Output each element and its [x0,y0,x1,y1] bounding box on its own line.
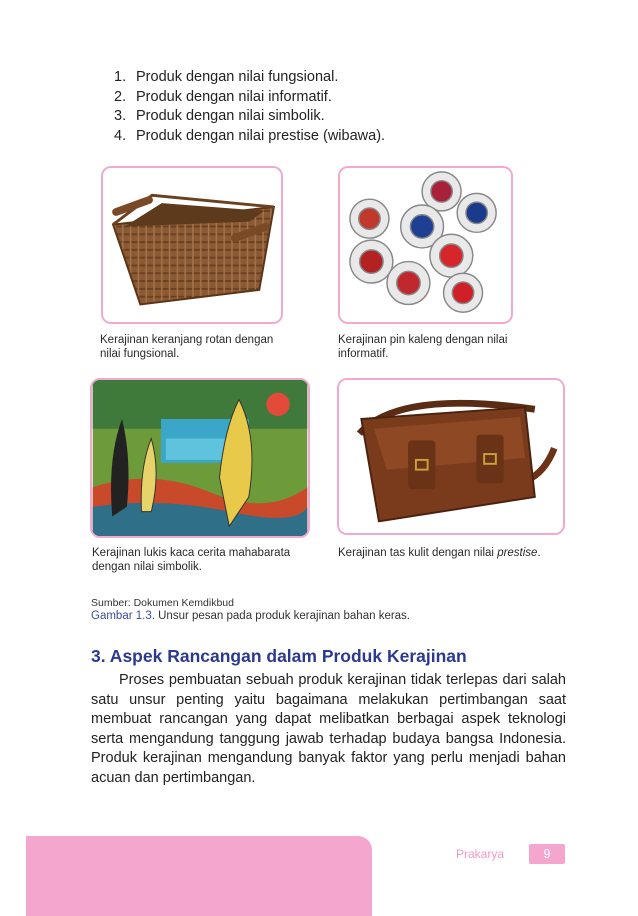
list-item: 4. Produk dengan nilai prestise (wibawa). [114,127,386,144]
list-item: 2. Produk dengan nilai informatif. [114,88,332,105]
football-pins-image [338,166,513,324]
figure-caption: Gambar 1.3. Unsur pesan pada produk kerajinan bahan keras. [91,610,411,622]
leather-bag-image [337,378,565,535]
figure-label: Gambar 1.3. [91,610,155,622]
leather-bag-illustration [339,380,563,533]
section-heading: 3. Aspek Rancangan dalam Produk Kerajinan [91,646,467,666]
page-number: 9 [529,844,565,864]
section-paragraph: Proses pembuatan sebuah produk kerajinan tidak terlepas dari salah satu unsur penting yaitu bagaimana melakukan pertimbangan saat membuat rancangan yang dapat melibatkan berbagai aspek teknologi serta mengandung tanggung jawab terhadap budaya bangsa Indonesia. Produk kerajinan mengandung banyak faktor yang perlu menjadi bahan acuan dan pertimbangan. [91,672,566,786]
figure-caption-pins: Kerajinan pin kaleng dengan nilai informatif. [338,334,508,360]
football-pins-illustration [340,168,511,322]
wayang-painting-illustration [92,380,308,536]
figure-caption-painting: Kerajinan lukis kaca cerita mahabarata dengan nilai simbolik. [92,547,291,573]
figure-caption-bag: Kerajinan tas kulit dengan nilai prestise. [338,547,541,559]
list-item: 3. Produk dengan nilai simbolik. [114,108,325,124]
wayang-painting-image [90,378,310,538]
value-list [114,68,574,146]
rattan-basket-illustration [103,168,281,322]
figure-caption-basket: Kerajinan keranjang rotan dengan nilai fungsional. [100,334,274,360]
book-title: Prakarya [456,847,505,861]
image-source: Sumber: Dokumen Kemdikbud [91,597,234,609]
rattan-basket-image [101,166,283,324]
list-item: 1. Produk dengan nilai fungsional. [114,69,339,85]
footer-band [26,836,372,916]
